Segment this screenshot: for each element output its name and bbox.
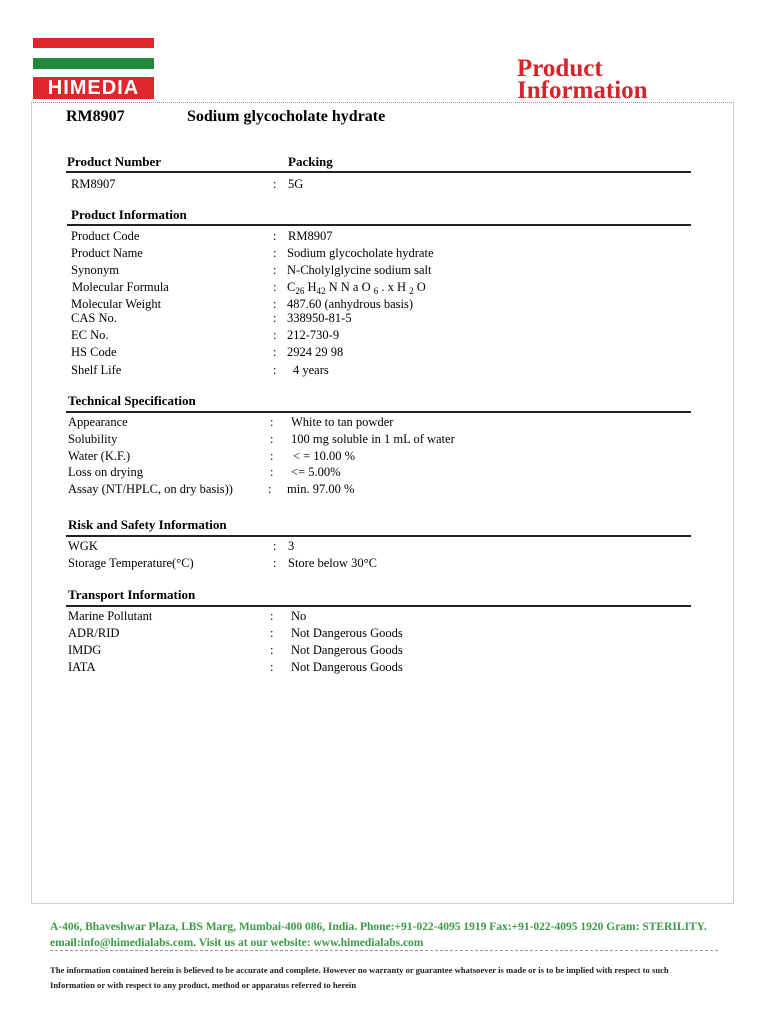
separator: :: [273, 345, 277, 359]
risk-row: [0, 555, 770, 571]
product-information-title: [517, 55, 648, 104]
separator: :: [273, 363, 277, 377]
risk-value: 3: [288, 539, 295, 553]
risk-row: [0, 538, 770, 554]
info-value: 338950-81-5: [287, 311, 352, 325]
risk-safety-heading: Risk and Safety Information: [68, 517, 227, 532]
molecular-formula: $C_{26}$ $H_{42}$ N N a O $_6$ . x H $_2$ O: [287, 280, 426, 296]
packing-rule: [66, 171, 691, 173]
footer-divider: [50, 950, 718, 951]
technical-specification-heading: Technical Specification: [68, 393, 196, 408]
spec-row: [0, 448, 770, 464]
packing-header: Packing: [288, 154, 333, 169]
spec-row: [0, 431, 770, 447]
spec-value: White to tan powder: [291, 415, 394, 429]
info-value: RM8907: [288, 229, 333, 243]
product-code-heading: RM8907: [66, 108, 125, 125]
info-row: [0, 344, 770, 360]
transport-value: Not Dangerous Goods: [291, 626, 403, 640]
transport-label: IATA: [68, 660, 96, 674]
risk-label: WGK: [68, 539, 98, 553]
transport-row: [0, 659, 770, 675]
spec-label: Solubility: [68, 432, 118, 446]
product-information-heading: Product Information: [71, 207, 187, 222]
packing-row-label: RM8907: [71, 177, 116, 191]
transport-row: [0, 642, 770, 658]
separator: :: [270, 660, 274, 674]
info-label: EC No.: [71, 328, 109, 342]
spec-label: Loss on drying: [68, 465, 143, 479]
separator: :: [273, 246, 277, 260]
packing-row: [0, 176, 770, 192]
risk-label: Storage Temperature(°C): [68, 556, 194, 570]
spec-label: Appearance: [68, 415, 128, 429]
info-row: [0, 310, 770, 326]
separator: :: [273, 280, 277, 294]
transport-value: Not Dangerous Goods: [291, 643, 403, 657]
transport-label: IMDG: [68, 643, 102, 657]
info-label: Shelf Life: [71, 363, 122, 377]
packing-row-value: 5G: [288, 177, 304, 191]
separator: :: [270, 415, 274, 429]
info-label: CAS No.: [71, 311, 117, 325]
info-row: [0, 327, 770, 343]
info-label: HS Code: [71, 345, 117, 359]
product-name-heading: Sodium glycocholate hydrate: [187, 108, 386, 125]
separator: :: [270, 643, 274, 657]
title-line-1: Product: [517, 55, 603, 82]
separator: :: [270, 449, 274, 463]
info-label: Synonym: [71, 263, 119, 277]
separator: :: [273, 539, 277, 553]
info-label: Product Name: [71, 246, 143, 260]
info-label: Product Code: [71, 229, 140, 243]
separator: :: [270, 432, 274, 446]
logo-green-bar: [33, 58, 154, 69]
separator: :: [273, 556, 277, 570]
risk-value: Store below 30°C: [288, 556, 378, 570]
info-row: [0, 362, 770, 378]
transport-label: ADR/RID: [68, 626, 120, 640]
spec-row: [0, 414, 770, 430]
separator: :: [270, 465, 274, 479]
spec-value: min. 97.00 %: [287, 482, 355, 496]
spec-label: Assay (NT/HPLC, on dry basis)): [68, 482, 233, 496]
transport-row: [0, 608, 770, 624]
logo-red-bar: [33, 38, 154, 48]
transport-heading: Transport Information: [68, 587, 196, 602]
address-line-1: A-406, Bhaveshwar Plaza, LBS Marg, Mumbai-400 086, India. Phone:+91-022-4095 1919 Fax:+91-022-4095 1920 Gram: STERILITY.: [50, 921, 707, 933]
product-number-header: Product Number: [67, 154, 162, 169]
separator: :: [273, 177, 277, 191]
separator: :: [273, 263, 277, 277]
transport-value: Not Dangerous Goods: [291, 660, 403, 674]
transport-label: Marine Pollutant: [68, 609, 153, 623]
transport-rule: [66, 605, 691, 607]
separator: :: [273, 297, 277, 311]
separator: :: [273, 311, 277, 325]
spec-row: [0, 481, 770, 497]
disclaimer: [50, 963, 740, 993]
info-label: Molecular Formula: [72, 280, 169, 294]
separator: :: [273, 229, 277, 243]
logo-text: HIMEDIA: [47, 77, 140, 99]
info-row: [0, 245, 770, 261]
info-row: [0, 262, 770, 278]
transport-row: [0, 625, 770, 641]
company-address: [50, 919, 740, 951]
info-value: 487.60 (anhydrous basis): [287, 297, 414, 311]
info-value: 4 years: [293, 363, 329, 377]
spec-row: [0, 464, 770, 480]
spec-value: <= 5.00%: [291, 465, 341, 479]
info-value: 212-730-9: [287, 328, 340, 342]
spec-value: 100 mg soluble in 1 mL of water: [291, 432, 455, 446]
title-line-2: Information: [517, 77, 648, 104]
info-value: 2924 29 98: [287, 345, 344, 359]
address-line-2[interactable]: email:info@himedialabs.com. Visit us at our website: www.himedialabs.com: [50, 937, 424, 949]
disclaimer-line-2: Information or with respect to any product, method or apparatus referred to herein: [50, 980, 357, 990]
product-information-rule: [67, 224, 691, 226]
info-value: N-Cholylglycine sodium salt: [287, 263, 432, 277]
technical-specification-rule: [66, 411, 691, 413]
disclaimer-line-1: The information contained herein is believed to be accurate and complete. However no warranty or guarantee whatsoever is made or is to be implied with respect to such: [50, 965, 669, 975]
info-value: Sodium glycocholate hydrate: [287, 246, 434, 260]
risk-safety-rule: [66, 535, 691, 537]
spec-label: Water (K.F.): [68, 449, 131, 463]
transport-value: No: [291, 609, 307, 623]
info-row: [0, 228, 770, 244]
separator: :: [268, 482, 272, 496]
separator: :: [270, 626, 274, 640]
spec-value: < = 10.00 %: [293, 449, 356, 463]
separator: :: [273, 328, 277, 342]
info-row-formula: [0, 279, 770, 295]
separator: :: [270, 609, 274, 623]
info-label: Molecular Weight: [71, 297, 162, 311]
